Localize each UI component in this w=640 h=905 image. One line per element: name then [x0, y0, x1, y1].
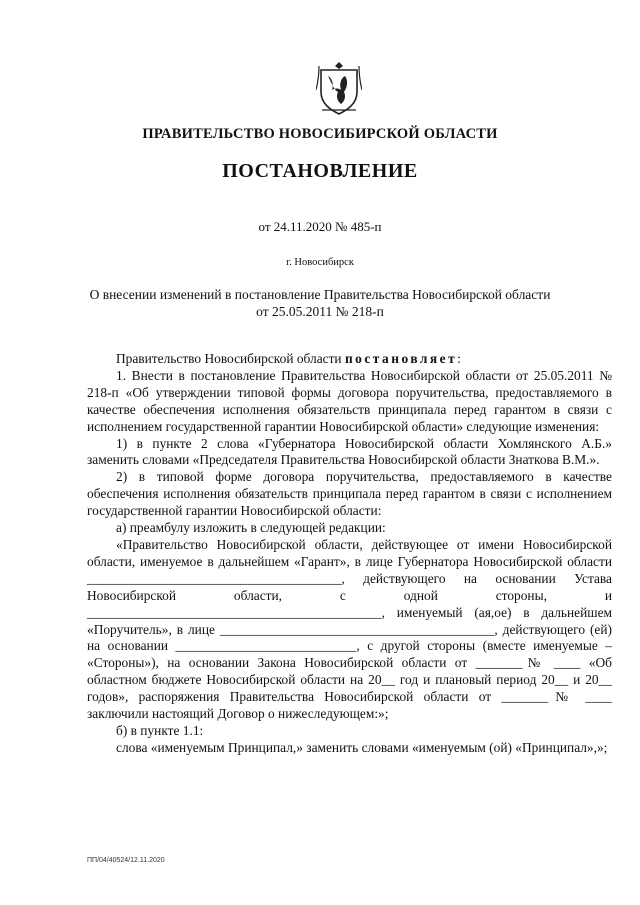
- document-city: г. Новосибирск: [286, 257, 354, 268]
- document-type: ПОСТАНОВЛЕНИЕ: [222, 160, 418, 182]
- coat-of-arms-icon: [316, 60, 362, 116]
- paragraph-item-1: 1. Внести в постановление Правительства Новосибирской области от 25.05.2011 № 218-п «Об утверждении типовой формы договора поручительства, предоставляемого в качестве обеспечения исполнения обязательств принципала перед гарантом в связи с исполнением государственной гарантии Новосибирской области» следующие изменения:: [87, 367, 612, 434]
- paragraph-quoted-preamble: «Правительство Новосибирской области, действующее от имени Новосибирской области, именуемое в дальнейшем «Гарант», в лице Губернатора Новосибирской области ______________________________________, действующего на основании Устава Новосибирской области, с одной стороны, и ____________________________________________, именуемый (ая,ое) в дальнейшем «Поручитель», в лице _________________________________________, действующего (ей) на основании ___________________________, с другой стороны (вместе именуемые – «Стороны»), на основании Закона Новосибирской области от _______№ ____ «Об областном бюджете Новосибирской области на 20__ год и плановый период 20__ и 20__ годов», распоряжения Правительства Новосибирской области от _______№ ____ заключили настоящий Договор о нижеследующем:»;: [87, 536, 612, 722]
- paragraph-words-replacement: слова «именуемым Принципал,» заменить словами «именуемым (ой) «Принципал»,»;: [116, 739, 608, 755]
- preamble-colon: :: [457, 351, 461, 366]
- resolves-word: постановляет: [344, 351, 458, 366]
- paragraph-subitem-a: а) преамбулу изложить в следующей редакции:: [116, 520, 386, 536]
- subject-line-1: О внесении изменений в постановление Правительства Новосибирской области: [89, 287, 551, 302]
- government-name: ПРАВИТЕЛЬСТВО НОВОСИБИРСКОЙ ОБЛАСТИ: [142, 126, 498, 142]
- paragraph-preamble: [87, 351, 612, 368]
- paragraph-subitem-b: б) в пункте 1.1:: [116, 722, 204, 738]
- subject-line-2: от 25.05.2011 № 218-п: [256, 304, 384, 319]
- document-date-number: от 24.11.2020 № 485-п: [258, 219, 382, 234]
- document-subject: [0, 286, 640, 320]
- paragraph-subitem-2: 2) в типовой форме договора поручительства, предоставляемого в качестве обеспечения исполнения обязательств принципала перед гарантом в связи с исполнением государственной гарантии Новосибирской области:: [87, 469, 612, 519]
- document-body: [87, 351, 612, 757]
- footer-code: ПП/04/40524/12.11.2020: [87, 857, 165, 864]
- preamble-text: Правительство Новосибирской области: [116, 351, 345, 366]
- paragraph-subitem-1: 1) в пункте 2 слова «Губернатора Новосибирской области Хомлянского А.Б.» заменить словами «Председателя Правительства Новосибирской области Знаткова В.М.».: [87, 435, 612, 468]
